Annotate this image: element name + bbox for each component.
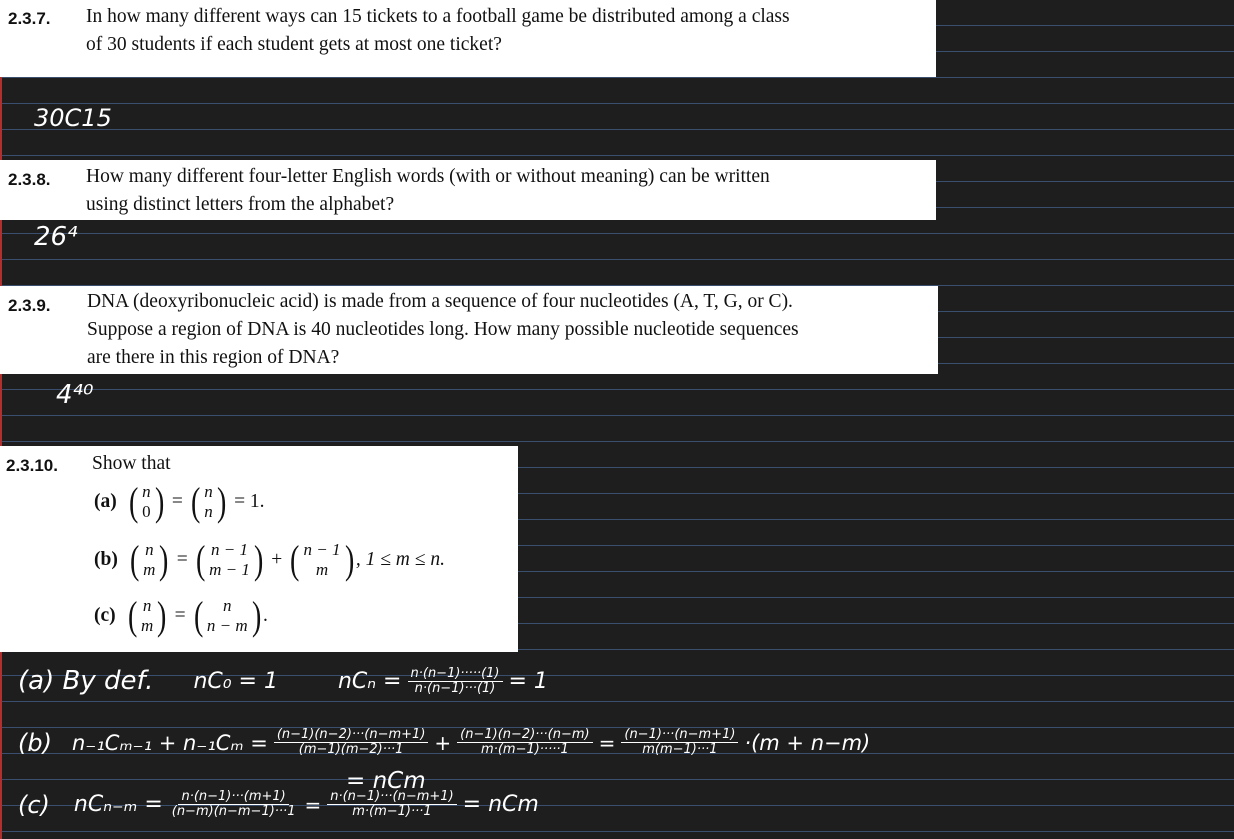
part-a: (a) ( n 0 ) = ( n n ) = 1. bbox=[94, 479, 265, 524]
problem-card-2-3-7 bbox=[0, 0, 936, 77]
problem-number: 2.3.10. bbox=[6, 456, 58, 475]
handwritten-answer-2-3-8: 26⁴ bbox=[34, 222, 78, 252]
binom-n-nm: ( n n − m ) bbox=[193, 593, 262, 638]
problem-text-line1: DNA (deoxyribonucleic acid) is made from a sequence of four nucleotides (A, T, G, or C). bbox=[87, 291, 793, 312]
handwritten-solution-c: (c) nCₙ₋ₘ = $\frac{n\cdot(n-1)\cdot\cdot\cdot(m+1)}{(n-m)(n-m-1)\cdot\cdot\cdot 1}$ = $\frac{n\cdot(n-1)\cdot\cdot\cdot(n-m+1)}{m\cdot(m-1)\cdot\cdot\cdot 1}$ = nCm bbox=[18, 789, 539, 819]
problem-intro: Show that bbox=[92, 453, 171, 474]
handwritten-solution-b: (b) n₋₁Cₘ₋₁ + n₋₁Cₘ = $\frac{(n-1)(n-2)\cdot\cdot\cdot(n-m+1)}{(m-1)(m-2)\cdot\cdot\cdot 1}$ + $\frac{(n-1)(n-2)\cdot\cdot\cdot(n-m)}{m\cdot(m-1)\cdot\cdot\cdot\cdot\cdot 1}$ = $\frac{(n-1)\cdot\cdot\cdot(n-m+1)}{m(m-1)\cdot\cdot\cdot 1}$ ·(m + n−m) bbox=[18, 727, 871, 757]
binom-n-m: ( n m ) bbox=[129, 537, 169, 582]
handwritten-solution-a: (a) By def. nC₀ = 1 nCₙ = $\frac{n\cdot(n-1)\cdot\cdot\cdot\cdot\cdot(1)}{n\cdot(n-1)\cdot\cdot\cdot(1)}$ = 1 bbox=[18, 665, 548, 696]
margin-line bbox=[0, 0, 2, 839]
problem-card-2-3-10 bbox=[0, 446, 518, 652]
fraction: $\frac{n\cdot(n-1)\cdot\cdot\cdot(m+1)}{(n-m)(n-m-1)\cdot\cdot\cdot 1}$ bbox=[171, 789, 296, 819]
fraction: $\frac{n\cdot(n-1)\cdot\cdot\cdot\cdot\cdot(1)}{n\cdot(n-1)\cdot\cdot\cdot(1)}$ bbox=[408, 667, 503, 696]
binom-n-0: ( n 0 ) bbox=[128, 479, 164, 524]
fraction: $\frac{(n-1)(n-2)\cdot\cdot\cdot(n-m+1)}{(m-1)(m-2)\cdot\cdot\cdot 1}$ bbox=[274, 728, 429, 757]
fraction: $\frac{(n-1)\cdot\cdot\cdot(n-m+1)}{m(m-1)\cdot\cdot\cdot 1}$ bbox=[621, 728, 738, 757]
problem-card-2-3-8 bbox=[0, 160, 936, 220]
handwritten-answer-2-3-7: 30C15 bbox=[34, 104, 112, 132]
problem-number: 2.3.8. bbox=[8, 170, 51, 189]
fraction: $\frac{n\cdot(n-1)\cdot\cdot\cdot(n-m+1)}{m\cdot(m-1)\cdot\cdot\cdot 1}$ bbox=[327, 790, 456, 819]
part-label: (c) bbox=[94, 605, 116, 626]
problem-text-line1: How many different four-letter English words (with or without meaning) can be written bbox=[86, 166, 770, 187]
binom-n-n: ( n n ) bbox=[190, 479, 227, 524]
binom-n1-m1: ( n − 1 m − 1 ) bbox=[195, 537, 264, 582]
problem-text-line2: Suppose a region of DNA is 40 nucleotides long. How many possible nucleotide sequences bbox=[87, 319, 799, 340]
part-b: (b) ( n m ) = ( n − 1 m − 1 ) + ( n − 1 m ) , 1 ≤ m ≤ n. bbox=[94, 537, 445, 582]
part-label: (a) bbox=[94, 491, 117, 512]
problem-card-2-3-9 bbox=[0, 286, 938, 374]
binom-n1-m: ( n − 1 m ) bbox=[290, 537, 354, 582]
part-label: (b) bbox=[94, 549, 118, 570]
problem-text-line1: In how many different ways can 15 tickets to a football game be distributed among a class bbox=[86, 6, 790, 27]
binom-n-m: ( n m ) bbox=[127, 593, 167, 638]
handwritten-result-b: = nCm bbox=[346, 768, 426, 794]
problem-text-line2: of 30 students if each student gets at most one ticket? bbox=[86, 34, 502, 55]
handwritten-answer-2-3-9: 4⁴⁰ bbox=[56, 380, 94, 410]
problem-text-line2: using distinct letters from the alphabet? bbox=[86, 194, 395, 215]
problem-text-line3: are there in this region of DNA? bbox=[87, 347, 340, 368]
fraction: $\frac{(n-1)(n-2)\cdot\cdot\cdot(n-m)}{m\cdot(m-1)\cdot\cdot\cdot\cdot\cdot 1}$ bbox=[457, 728, 592, 757]
problem-number: 2.3.9. bbox=[8, 296, 51, 315]
part-c: (c) ( n m ) = ( n n − m ) . bbox=[94, 593, 268, 638]
problem-number: 2.3.7. bbox=[8, 9, 51, 28]
